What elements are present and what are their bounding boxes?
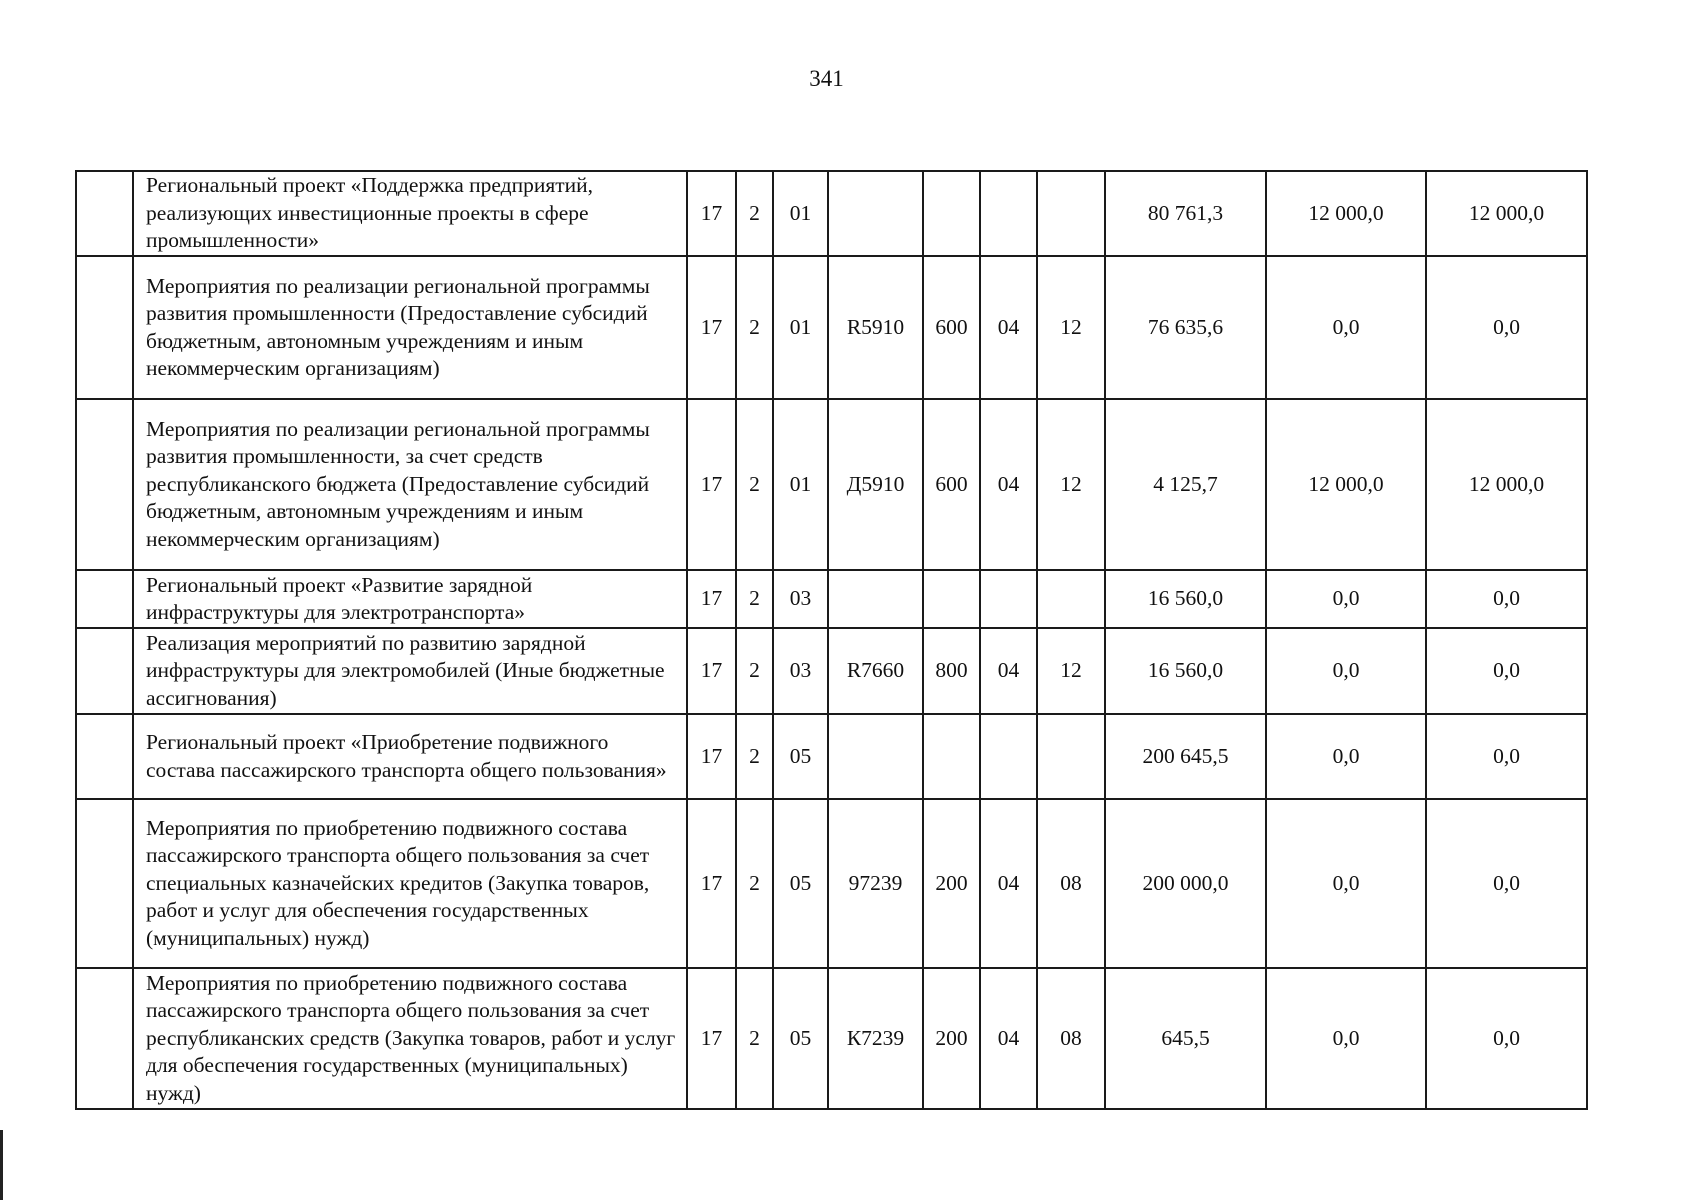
subsection-code <box>1037 714 1105 799</box>
program-code: 17 <box>687 628 736 714</box>
amount-year-1: 4 125,7 <box>1105 399 1266 570</box>
amount-year-2: 0,0 <box>1266 256 1426 399</box>
subprogram-code: 2 <box>736 799 773 968</box>
row-marker-cell <box>76 628 133 714</box>
expense-type-code: 200 <box>923 968 980 1109</box>
amount-year-3: 0,0 <box>1426 570 1587 628</box>
item-name: Мероприятия по приобретению подвижного состава пассажирского транспорта общего пользования за счет специальных казначейских кредитов (Закупка товаров, работ и услуг для обеспечения государственных (муниципальных) нужд) <box>133 799 687 968</box>
event-code: 03 <box>773 628 828 714</box>
event-code: 03 <box>773 570 828 628</box>
expense-type-code: 800 <box>923 628 980 714</box>
event-code: 05 <box>773 968 828 1109</box>
program-code: 17 <box>687 570 736 628</box>
amount-year-2: 0,0 <box>1266 628 1426 714</box>
expense-type-code <box>923 570 980 628</box>
direction-code <box>828 714 923 799</box>
expense-type-code: 600 <box>923 399 980 570</box>
section-code <box>980 714 1037 799</box>
table-row <box>76 256 1587 399</box>
item-name: Мероприятия по реализации региональной программы развития промышленности, за счет средств республиканского бюджета (Предоставление субсидий бюджетным, автономным учреждениям и иным некоммерческим организациям) <box>133 399 687 570</box>
item-name: Реализация мероприятий по развитию зарядной инфраструктуры для электромобилей (Иные бюджетные ассигнования) <box>133 628 687 714</box>
amount-year-2: 12 000,0 <box>1266 399 1426 570</box>
program-code: 17 <box>687 968 736 1109</box>
row-marker-cell <box>76 171 133 256</box>
section-code <box>980 171 1037 256</box>
table-row <box>76 714 1587 799</box>
section-code: 04 <box>980 628 1037 714</box>
amount-year-2: 0,0 <box>1266 570 1426 628</box>
amount-year-2: 0,0 <box>1266 968 1426 1109</box>
amount-year-1: 200 000,0 <box>1105 799 1266 968</box>
direction-code: Д5910 <box>828 399 923 570</box>
subsection-code <box>1037 171 1105 256</box>
program-code: 17 <box>687 799 736 968</box>
row-marker-cell <box>76 968 133 1109</box>
amount-year-3: 12 000,0 <box>1426 399 1587 570</box>
item-name: Мероприятия по реализации региональной программы развития промышленности (Предоставление субсидий бюджетным, автономным учреждениям и иным некоммерческим организациям) <box>133 256 687 399</box>
event-code: 01 <box>773 171 828 256</box>
table-body <box>76 171 1587 1109</box>
item-name: Региональный проект «Поддержка предприятий, реализующих инвестиционные проекты в сфере промышленности» <box>133 171 687 256</box>
table-row <box>76 628 1587 714</box>
subprogram-code: 2 <box>736 256 773 399</box>
section-code: 04 <box>980 256 1037 399</box>
direction-code: 97239 <box>828 799 923 968</box>
subsection-code: 08 <box>1037 968 1105 1109</box>
amount-year-3: 0,0 <box>1426 799 1587 968</box>
subsection-code: 12 <box>1037 256 1105 399</box>
amount-year-1: 16 560,0 <box>1105 570 1266 628</box>
amount-year-3: 0,0 <box>1426 256 1587 399</box>
amount-year-1: 76 635,6 <box>1105 256 1266 399</box>
row-marker-cell <box>76 256 133 399</box>
section-code <box>980 570 1037 628</box>
subsection-code: 12 <box>1037 399 1105 570</box>
subsection-code <box>1037 570 1105 628</box>
row-marker-cell <box>76 799 133 968</box>
event-code: 01 <box>773 399 828 570</box>
amount-year-3: 0,0 <box>1426 968 1587 1109</box>
subprogram-code: 2 <box>736 628 773 714</box>
subprogram-code: 2 <box>736 714 773 799</box>
amount-year-1: 645,5 <box>1105 968 1266 1109</box>
table-row <box>76 399 1587 570</box>
row-marker-cell <box>76 399 133 570</box>
amount-year-1: 200 645,5 <box>1105 714 1266 799</box>
item-name: Региональный проект «Развитие зарядной инфраструктуры для электротранспорта» <box>133 570 687 628</box>
direction-code <box>828 171 923 256</box>
item-name: Мероприятия по приобретению подвижного состава пассажирского транспорта общего пользования за счет республиканских средств (Закупка товаров, работ и услуг для обеспечения государственных (муниципальных) нужд) <box>133 968 687 1109</box>
section-code: 04 <box>980 399 1037 570</box>
direction-code: R7660 <box>828 628 923 714</box>
event-code: 05 <box>773 799 828 968</box>
program-code: 17 <box>687 171 736 256</box>
direction-code: R5910 <box>828 256 923 399</box>
event-code: 05 <box>773 714 828 799</box>
item-name: Региональный проект «Приобретение подвижного состава пассажирского транспорта общего пользования» <box>133 714 687 799</box>
expense-type-code <box>923 171 980 256</box>
amount-year-3: 12 000,0 <box>1426 171 1587 256</box>
table-row <box>76 570 1587 628</box>
program-code: 17 <box>687 256 736 399</box>
amount-year-1: 80 761,3 <box>1105 171 1266 256</box>
subprogram-code: 2 <box>736 399 773 570</box>
budget-table <box>75 170 1588 1110</box>
row-marker-cell <box>76 714 133 799</box>
page-number: 341 <box>809 66 844 91</box>
amount-year-3: 0,0 <box>1426 714 1587 799</box>
amount-year-1: 16 560,0 <box>1105 628 1266 714</box>
row-marker-cell <box>76 570 133 628</box>
subprogram-code: 2 <box>736 171 773 256</box>
expense-type-code: 600 <box>923 256 980 399</box>
amount-year-2: 0,0 <box>1266 799 1426 968</box>
amount-year-2: 0,0 <box>1266 714 1426 799</box>
amount-year-3: 0,0 <box>1426 628 1587 714</box>
direction-code: К7239 <box>828 968 923 1109</box>
subprogram-code: 2 <box>736 570 773 628</box>
section-code: 04 <box>980 968 1037 1109</box>
program-code: 17 <box>687 399 736 570</box>
table-row <box>76 799 1587 968</box>
table-row <box>76 171 1587 256</box>
section-code: 04 <box>980 799 1037 968</box>
expense-type-code <box>923 714 980 799</box>
scan-edge-mark <box>0 1130 3 1200</box>
subprogram-code: 2 <box>736 968 773 1109</box>
table-row <box>76 968 1587 1109</box>
program-code: 17 <box>687 714 736 799</box>
amount-year-2: 12 000,0 <box>1266 171 1426 256</box>
expense-type-code: 200 <box>923 799 980 968</box>
subsection-code: 12 <box>1037 628 1105 714</box>
direction-code <box>828 570 923 628</box>
subsection-code: 08 <box>1037 799 1105 968</box>
event-code: 01 <box>773 256 828 399</box>
